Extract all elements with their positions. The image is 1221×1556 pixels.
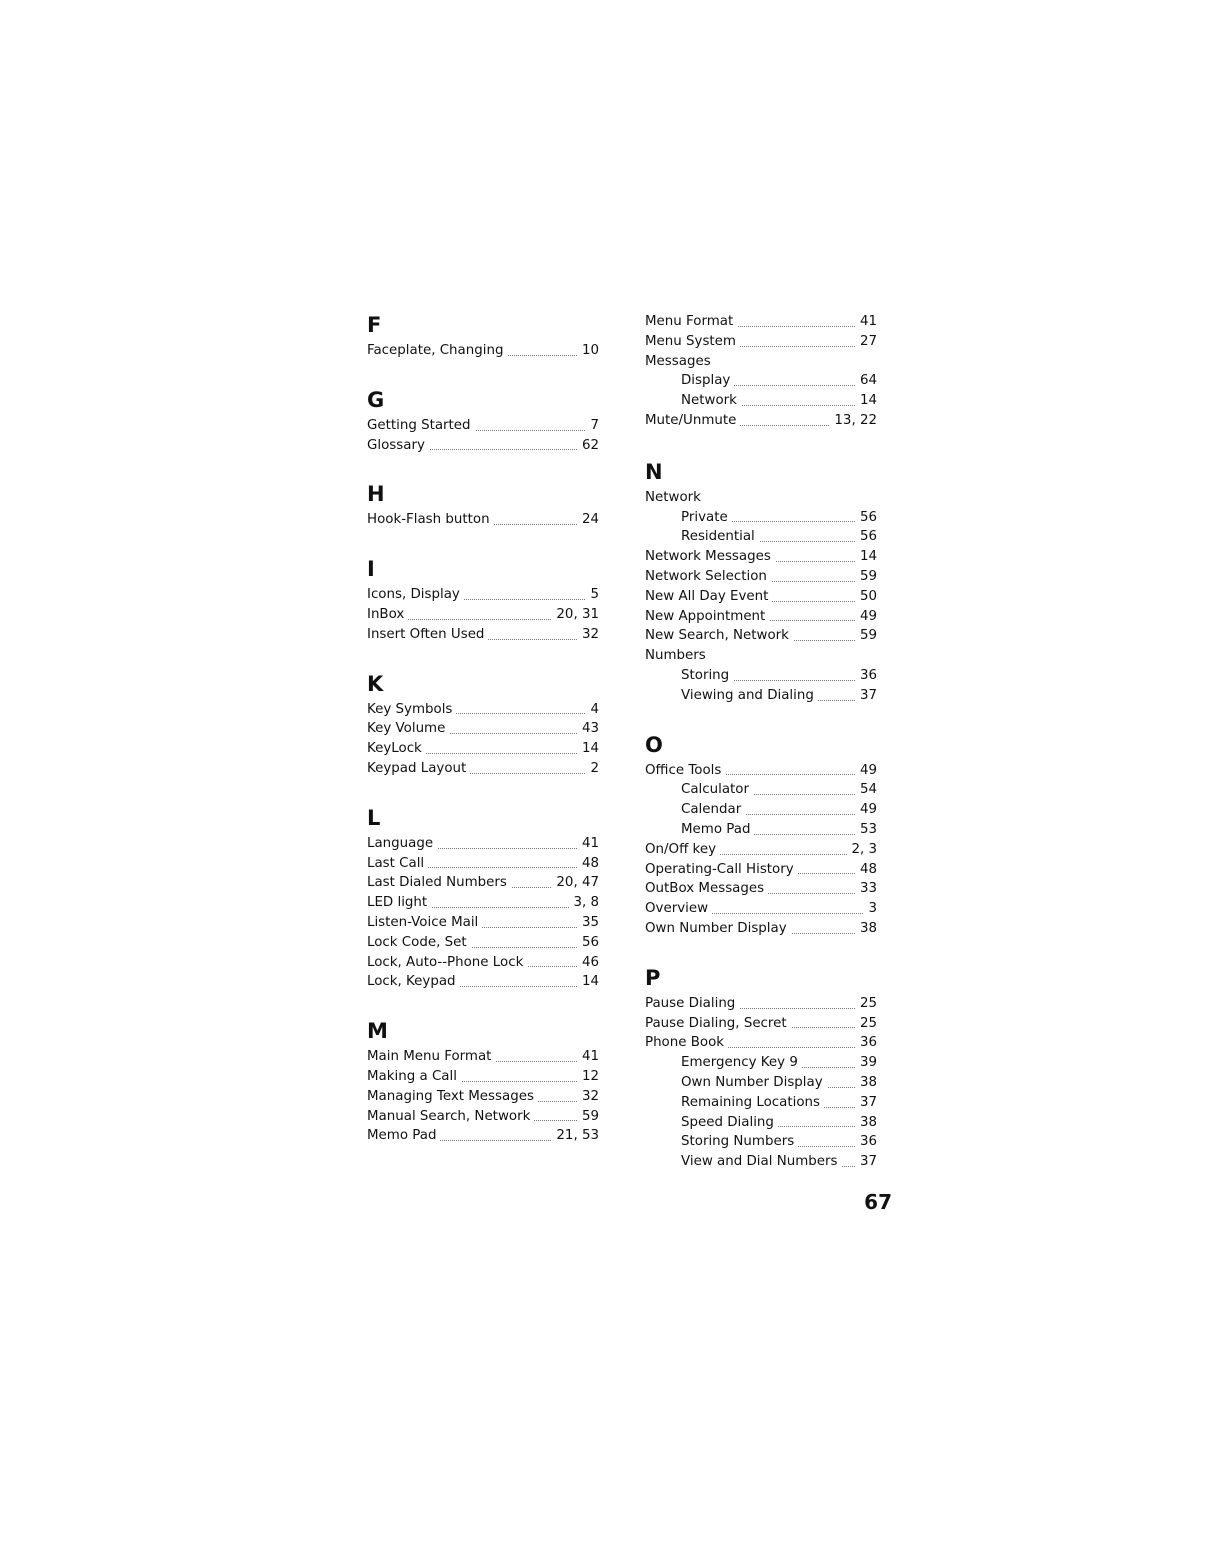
entry-page: 14 [856,547,877,567]
index-subentry [645,1053,877,1073]
entry-page: 56 [856,527,877,547]
entry-page: 7 [586,416,599,436]
entry-term: Last Dialed Numbers [367,875,511,890]
index-section-g [367,387,599,456]
index-subentry [645,666,877,686]
entry-term: Lock, Keypad [367,974,460,989]
index-entry [367,759,599,779]
entry-term: Main Menu Format [367,1049,495,1064]
entry-page: 59 [856,567,877,587]
entry-term: Display [681,373,734,388]
index-entry-heading [645,646,877,666]
entry-term: Memo Pad [681,822,754,837]
index-subentry [645,1073,877,1093]
entry-term: Lock Code, Set [367,935,471,950]
index-entry [367,893,599,913]
entry-term: Emergency Key 9 [681,1055,802,1070]
entry-page: 20, 31 [552,605,599,625]
entry-term: View and Dial Numbers [681,1154,841,1169]
entry-page: 54 [856,780,877,800]
section-letter: F [367,313,382,337]
entry-term: Storing Numbers [681,1134,798,1149]
entry-page: 36 [856,1132,877,1152]
index-entry [645,879,877,899]
index-entry [367,719,599,739]
entry-page: 14 [578,739,599,759]
entry-page: 21, 53 [552,1126,599,1146]
index-entry [367,1087,599,1107]
index-entry [367,873,599,893]
index-entry [367,625,599,645]
index-entry [367,585,599,605]
entry-term: Icons, Display [367,587,464,602]
entry-term: Phone Book [645,1035,728,1050]
index-entry [645,547,877,567]
entry-page: 3, 8 [569,893,599,913]
entry-page: 5 [586,585,599,605]
entry-term: Pause Dialing [645,996,739,1011]
entry-page: 62 [578,436,599,456]
index-entry [645,919,877,939]
index-section-l [367,805,599,992]
index-entry [367,913,599,933]
index-entry [367,700,599,720]
entry-term: Key Volume [367,721,449,736]
index-subentry [645,1113,877,1133]
entry-page: 20, 47 [552,873,599,893]
entry-term: Remaining Locations [681,1095,824,1110]
entry-term: Network [645,490,705,505]
section-letter: P [645,965,661,990]
entry-term: Numbers [645,648,710,663]
entry-term: Messages [645,354,715,369]
entry-term: Own Number Display [645,921,791,936]
entry-term: Calculator [681,782,753,797]
index-entry [367,510,599,530]
index-subentry [645,371,877,391]
entry-term: Key Symbols [367,702,456,717]
index-section-p [645,965,877,1172]
index-entry [367,1126,599,1146]
entry-term: New Search, Network [645,628,793,643]
entry-term: Glossary [367,438,429,453]
entry-page: 53 [856,820,877,840]
entry-page: 48 [856,860,877,880]
entry-term: Manual Search, Network [367,1109,534,1124]
index-entry [645,567,877,587]
entry-term: Network Messages [645,549,775,564]
index-subentry [645,1152,877,1172]
entry-page: 14 [578,972,599,992]
entry-term: OutBox Messages [645,881,768,896]
entry-term: Last Call [367,856,428,871]
section-letter: O [645,732,663,757]
index-section-o [645,732,877,939]
entry-term: Hook-Flash button [367,512,494,527]
entry-page: 56 [856,508,877,528]
index-entry [645,312,877,332]
index-entry-heading [645,352,877,372]
entry-page: 49 [856,761,877,781]
entry-page: 33 [856,879,877,899]
index-section-n [645,459,877,706]
entry-page: 32 [578,1087,599,1107]
index-entry [367,1047,599,1067]
entry-term: Speed Dialing [681,1115,778,1130]
section-letter: K [367,671,384,696]
index-entry [645,761,877,781]
entry-term: Overview [645,901,712,916]
index-entry [645,840,877,860]
index-section-m-continued [645,312,877,431]
entry-page: 2 [586,759,599,779]
index-column-left [367,312,599,1172]
entry-page: 41 [578,834,599,854]
entry-page: 2, 3 [847,840,877,860]
index-entry [645,587,877,607]
entry-page: 35 [578,913,599,933]
entry-page: 49 [856,607,877,627]
entry-term: Menu System [645,334,740,349]
entry-page: 36 [856,666,877,686]
section-letter: N [645,459,663,484]
entry-page: 41 [856,312,877,332]
entry-term: KeyLock [367,741,426,756]
section-letter: H [367,482,385,507]
index-entry [367,854,599,874]
index-entry [645,332,877,352]
entry-page: 37 [856,686,877,706]
section-letter: I [367,557,375,582]
index-section-i [367,556,599,644]
entry-term: Residential [681,529,759,544]
index-entry-heading [645,488,877,508]
entry-term: Memo Pad [367,1128,440,1143]
index-subentry [645,1132,877,1152]
entry-page: 50 [856,587,877,607]
index-entry [367,605,599,625]
entry-page: 38 [856,1073,877,1093]
entry-term: Faceplate, Changing [367,343,507,358]
entry-term: Office Tools [645,763,725,778]
entry-term: Keypad Layout [367,761,470,776]
entry-term: On/Off key [645,842,720,857]
entry-term: LED light [367,895,431,910]
entry-page: 39 [856,1053,877,1073]
index-entry [645,899,877,919]
index-entry [367,933,599,953]
entry-page: 37 [856,1093,877,1113]
index-subentry [645,391,877,411]
section-letter: M [367,1019,388,1044]
entry-term: Calendar [681,802,745,817]
index-entry [645,994,877,1014]
index-section-m [367,1018,599,1146]
entry-page: 25 [856,994,877,1014]
entry-term: Insert Often Used [367,627,488,642]
entry-page: 36 [856,1033,877,1053]
entry-term: New Appointment [645,609,769,624]
index-entry [367,739,599,759]
entry-page: 59 [856,626,877,646]
entry-term: Language [367,836,437,851]
entry-term: Pause Dialing, Secret [645,1016,791,1031]
entry-page: 37 [856,1152,877,1172]
index-entry [645,626,877,646]
index-subentry [645,527,877,547]
entry-term: Menu Format [645,314,737,329]
entry-page: 27 [856,332,877,352]
index-subentry [645,800,877,820]
index-entry [645,860,877,880]
index-entry [367,436,599,456]
entry-term: Private [681,510,732,525]
index-section-h [367,481,599,530]
index-entry [367,341,599,361]
entry-term: Operating-Call History [645,862,798,877]
index-section-k [367,671,599,779]
index-entry [367,1107,599,1127]
index-entry [645,1014,877,1034]
entry-term: Mute/Unmute [645,413,740,428]
index-entry [645,607,877,627]
entry-term: Network Selection [645,569,771,584]
entry-page: 3 [864,899,877,919]
index-entry [367,416,599,436]
index-subentry [645,780,877,800]
entry-page: 38 [856,919,877,939]
entry-page: 64 [856,371,877,391]
entry-term: Managing Text Messages [367,1089,538,1104]
index-subentry [645,686,877,706]
entry-term: Lock, Auto--Phone Lock [367,955,527,970]
entry-term: Viewing and Dialing [681,688,818,703]
entry-page: 10 [578,341,599,361]
entry-page: 13, 22 [830,411,877,431]
index-entry [645,1033,877,1053]
entry-page: 14 [856,391,877,411]
index-subentry [645,820,877,840]
index-section-f [367,312,599,361]
entry-page: 4 [586,700,599,720]
page-number: 67 [864,1190,892,1214]
entry-page: 32 [578,625,599,645]
entry-page: 48 [578,854,599,874]
entry-term: Storing [681,668,733,683]
index-entry [367,953,599,973]
index-subentry [645,1093,877,1113]
entry-term: Network [681,393,741,408]
entry-page: 25 [856,1014,877,1034]
entry-page: 12 [578,1067,599,1087]
entry-page: 38 [856,1113,877,1133]
index-column-right [645,312,877,1198]
index-entry [367,834,599,854]
entry-term: New All Day Event [645,589,772,604]
entry-term: Getting Started [367,418,475,433]
entry-term: Making a Call [367,1069,461,1084]
section-letter: L [367,805,381,830]
index-entry [367,1067,599,1087]
entry-term: Listen-Voice Mail [367,915,482,930]
entry-page: 56 [578,933,599,953]
entry-page: 49 [856,800,877,820]
section-letter: G [367,387,385,412]
entry-page: 41 [578,1047,599,1067]
entry-page: 24 [578,510,599,530]
entry-page: 46 [578,953,599,973]
entry-term: InBox [367,607,408,622]
index-subentry [645,508,877,528]
entry-page: 59 [578,1107,599,1127]
index-entry [645,411,877,431]
entry-term: Own Number Display [681,1075,827,1090]
index-entry [367,972,599,992]
entry-page: 43 [578,719,599,739]
